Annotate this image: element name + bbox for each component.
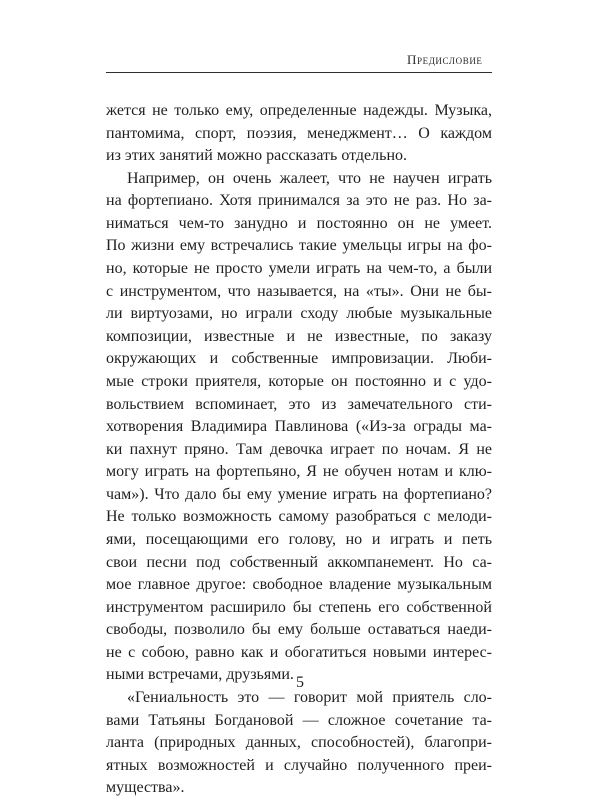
text-line: мущества».	[106, 779, 185, 797]
text-line: из этих занятий можно рассказать отдельно.	[106, 147, 407, 165]
text-line: вольствием вспоминает, это из замечательного сти-	[106, 395, 492, 413]
text-line: мые строки приятеля, которые он постоянно и с удо-	[106, 372, 492, 390]
text-line: жется не только ему, определенные надежды. Музыка,	[106, 102, 492, 119]
text-line: инструментом расширило бы степень его собственной	[106, 598, 492, 616]
text-line: ли виртуозами, но играли сходу любые музыкальные	[106, 305, 492, 323]
text-line: ятных возможностей и случайно полученного преи-	[106, 756, 492, 774]
text-line: на фортепиано. Хотя принимался за это не раз. Но за-	[106, 192, 492, 210]
text-line: ки пахнут пряно. Там девочка играет по ночам. Я не	[106, 440, 492, 458]
text-line: ными встречами, друзьями.	[106, 666, 294, 684]
text-line: но, которые не просто умели играть на чем-то, а были	[106, 260, 492, 278]
text-line: могу играть на фортепьяно, Я не обучен нотам и клю-	[106, 463, 492, 481]
text-line: пантомима, спорт, поэзия, менеджмент… О каждом	[106, 124, 492, 142]
running-head: Предисловие	[407, 52, 483, 67]
text-line: вами Татьяны Богдановой — сложное сочетание та-	[106, 711, 492, 729]
text-line: мое главное другое: свободное владение музыкальным	[106, 576, 492, 594]
text-line: композиции, известные и не известные, по заказу	[106, 327, 492, 345]
text-line: Например, он очень жалеет, что не научен играть	[127, 169, 492, 187]
header-rule	[106, 72, 492, 73]
text-line: ями, посещающими его голову, но и играть и петь	[106, 530, 492, 548]
text-line: ниматься чем-то занудно и постоянно он не умеет.	[106, 214, 492, 232]
text-line: чам»). Что дало бы ему умение играть на фортепиано?	[106, 485, 492, 503]
text-line: с инструментом, что называется, на «ты». Они не бы-	[106, 282, 492, 300]
text-line: Не только возможность самому разобраться с мелоди-	[106, 508, 492, 526]
body-text	[106, 100, 492, 800]
text-line: окружающих и собственные импровизации. Люби-	[106, 350, 492, 368]
text-line: По жизни ему встречались такие умельцы игры на фо-	[106, 237, 492, 255]
text-line: «Гениальность это — говорит мой приятель сло-	[127, 689, 492, 707]
text-line: ланта (природных данных, способностей), благопри-	[106, 734, 492, 752]
text-line: не с собою, равно как и обогатиться новыми интерес-	[106, 643, 492, 661]
text-line: свободы, позволило бы ему больше оставаться наеди-	[106, 621, 492, 639]
text-line: свои песни под собственный аккомпанемент. Но са-	[106, 553, 492, 571]
text-line: хотворения Владимира Павлинова («Из-за ограды ма-	[106, 418, 492, 436]
page-number: 5	[296, 674, 304, 691]
